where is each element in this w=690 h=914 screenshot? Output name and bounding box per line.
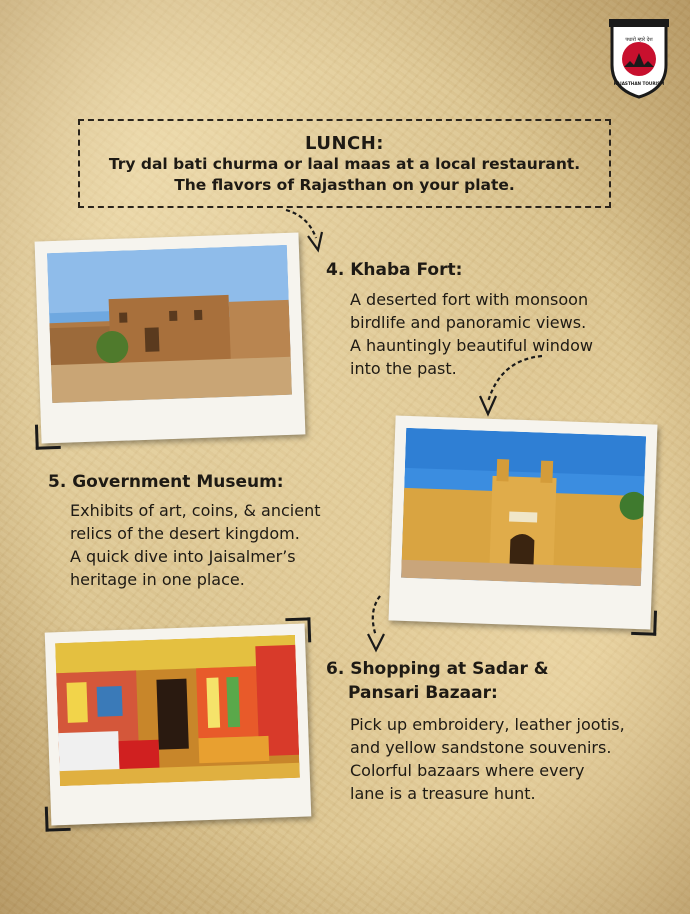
lunch-box: [78, 119, 611, 208]
bazaar-photo: [55, 635, 300, 786]
svg-text:RAJASTHAN TOURISM: RAJASTHAN TOURISM: [613, 81, 665, 86]
arrow-museum-to-bazaar: [360, 592, 400, 654]
stop-4-description: A deserted fort with monsoon birdlife and panoramic views. A hauntingly beautiful window into the past.: [350, 290, 593, 378]
museum-photo: [401, 428, 646, 586]
stop-5-description: Exhibits of art, coins, & ancient relics of the desert kingdom. A quick dive into Jaisalmer’s heritage in one place.: [70, 501, 321, 589]
stop-6-heading: 6. Shopping at Sadar & Pansari Bazaar:: [326, 659, 549, 703]
bazaar-photo-frame: [45, 624, 312, 826]
stop-6-description: Pick up embroidery, leather jootis, and yellow sandstone souvenirs. Colorful bazaars where every lane is a treasure hunt.: [350, 715, 625, 803]
stop-5-heading: 5. Government Museum:: [48, 472, 284, 492]
khaba-fort-photo-frame: [35, 232, 306, 443]
corner-mark: [45, 806, 71, 832]
corner-mark: [285, 617, 311, 643]
rajasthan-tourism-logo: [606, 17, 672, 99]
svg-text:पधारो म्हारे देश: पधारो म्हारे देश: [625, 37, 653, 43]
lunch-line-1: Try dal bati churma or laal maas at a local restaurant.: [108, 155, 581, 173]
corner-mark: [631, 610, 657, 636]
museum-photo-frame: [389, 415, 658, 629]
lunch-title: LUNCH:: [305, 133, 384, 154]
lunch-line-2: The flavors of Rajasthan on your plate.: [174, 176, 515, 194]
khaba-fort-photo: [47, 245, 292, 403]
arrow-khaba-to-museum: [470, 352, 550, 422]
corner-mark: [35, 424, 61, 450]
stop-4-heading: 4. Khaba Fort:: [326, 260, 463, 280]
